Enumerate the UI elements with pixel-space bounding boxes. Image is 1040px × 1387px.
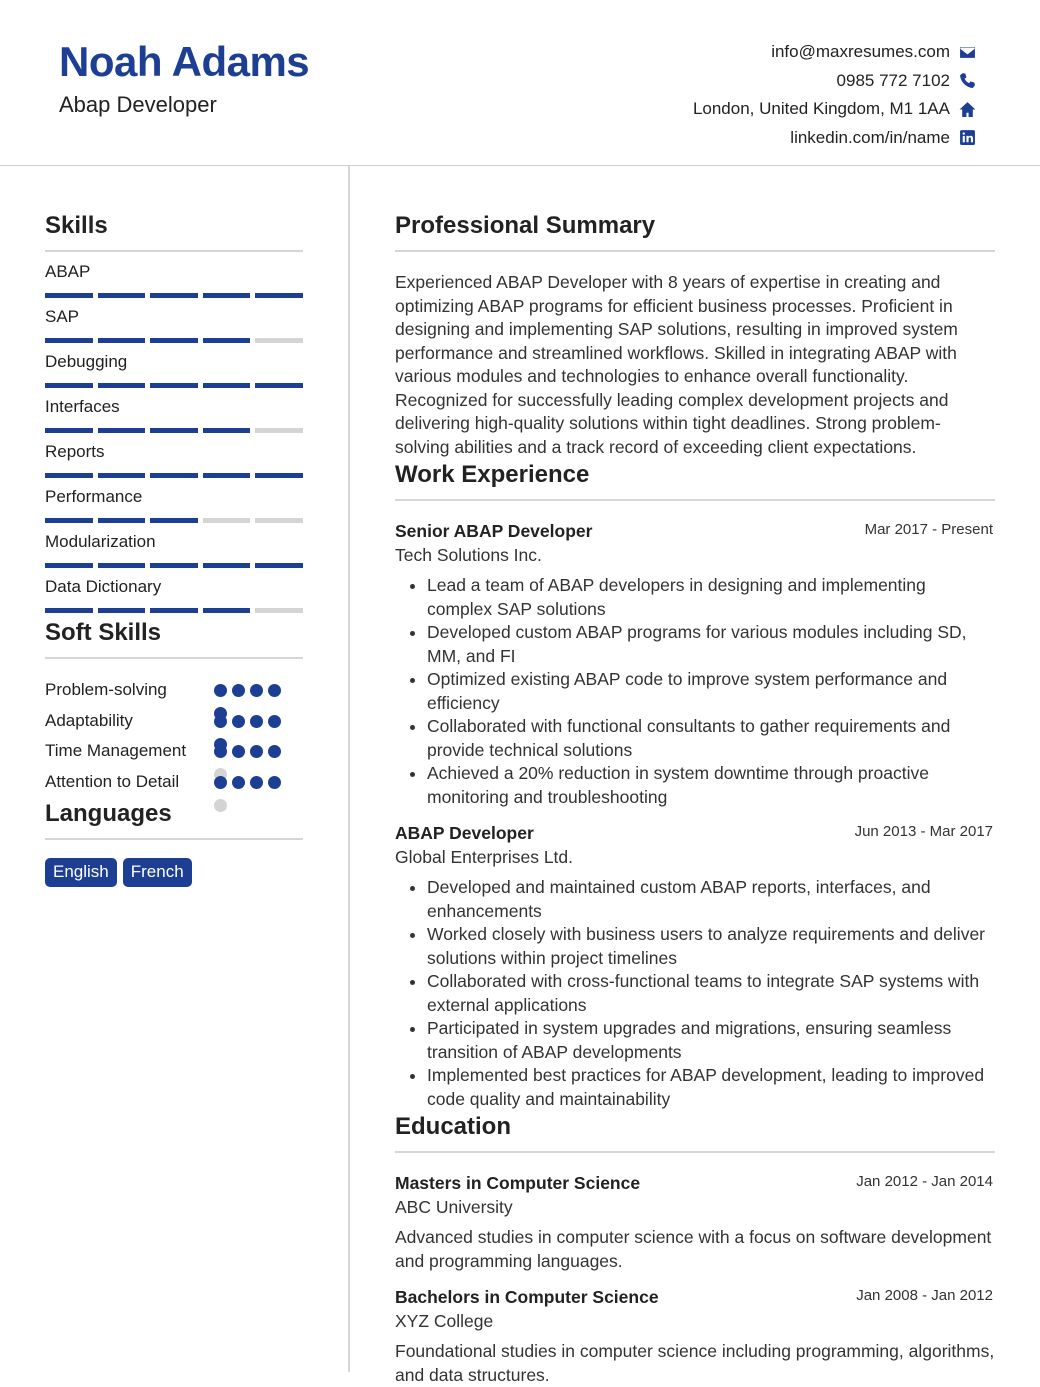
skill-level-segment bbox=[203, 563, 251, 568]
skill-level-segment bbox=[45, 563, 93, 568]
skill-level-segment bbox=[45, 383, 93, 388]
languages-list bbox=[45, 858, 303, 887]
soft-skill-item bbox=[45, 770, 303, 794]
summary-text: Experienced ABAP Developer with 8 years of expertise in creating and optimizing ABAP programs for efficient business processes. Proficient in designing and implementing SAP solutions, resulting in improved system performance and streamlined workflows. Skilled in integrating ABAP with various modules and technologies to enhance overall functionality. Recognized for successfully leading complex development projects and delivering high-quality solutions within tight deadlines. Strong problem-solving abilities and a track record of exceeding client expectations. bbox=[395, 272, 958, 457]
rating-dot bbox=[214, 745, 227, 758]
skill-level-segment bbox=[255, 428, 303, 433]
skill-level-segment bbox=[255, 383, 303, 388]
languages-heading: Languages bbox=[45, 800, 303, 840]
list-item: • Optimized existing ABAP code to improve system performance and efficiency bbox=[427, 668, 995, 715]
home-icon bbox=[958, 100, 976, 118]
job-title: ABAP Developer bbox=[395, 823, 534, 843]
skill-label: Debugging bbox=[45, 352, 128, 371]
rating-dot bbox=[250, 715, 263, 728]
list-item: • Worked closely with business users to analyze requirements and deliver solutions within project timelines bbox=[427, 923, 995, 970]
contact-linkedin[interactable] bbox=[693, 124, 976, 153]
skill-level-segment bbox=[150, 518, 198, 523]
skill-label: Interfaces bbox=[45, 397, 120, 416]
skill-level-bar bbox=[45, 563, 303, 568]
rating-dot bbox=[232, 715, 245, 728]
education-header bbox=[395, 1287, 995, 1308]
skill-level-segment bbox=[98, 338, 146, 343]
education-dates: Jan 2012 - Jan 2014 bbox=[856, 1173, 993, 1190]
candidate-name: Noah Adams bbox=[59, 38, 310, 85]
soft-skill-rating bbox=[214, 684, 281, 697]
job-dates: Jun 2013 - Mar 2017 bbox=[854, 823, 993, 840]
skill-item bbox=[45, 487, 303, 523]
rating-dot bbox=[232, 776, 245, 789]
degree-title: Bachelors in Computer Science bbox=[395, 1287, 659, 1307]
skill-level-segment bbox=[203, 338, 251, 343]
skill-item bbox=[45, 352, 303, 388]
list-item: • Collaborated with functional consultants to gather requirements and provide technical solutions bbox=[427, 715, 995, 762]
skill-item bbox=[45, 262, 303, 298]
skill-level-segment bbox=[203, 383, 251, 388]
soft-skills-heading: Soft Skills bbox=[45, 619, 303, 659]
soft-skill-label: Problem-solving bbox=[45, 680, 167, 699]
email-text: info@maxresumes.com bbox=[771, 42, 950, 62]
skill-label: ABAP bbox=[45, 262, 91, 281]
job-header bbox=[395, 823, 995, 844]
skill-level-segment bbox=[98, 518, 146, 523]
skill-level-segment bbox=[45, 608, 93, 613]
phone-icon bbox=[958, 72, 976, 90]
envelope-icon bbox=[958, 43, 976, 61]
rating-dot bbox=[250, 745, 263, 758]
summary-heading: Professional Summary bbox=[395, 212, 995, 252]
skill-level-segment bbox=[98, 608, 146, 613]
skill-level-segment bbox=[150, 293, 198, 298]
skill-label: Reports bbox=[45, 442, 105, 461]
location-text: London, United Kingdom, M1 1AA bbox=[692, 99, 950, 119]
school-name: ABC University bbox=[395, 1197, 513, 1217]
linkedin-text: linkedin.com/in/name bbox=[790, 127, 950, 147]
skill-level-segment bbox=[98, 428, 146, 433]
skill-level-segment bbox=[203, 428, 251, 433]
job-company: Tech Solutions Inc. bbox=[395, 545, 542, 565]
skill-level-segment bbox=[45, 473, 93, 478]
skill-level-segment bbox=[45, 293, 93, 298]
list-item: • Collaborated with cross-functional teams to integrate SAP systems with external applications bbox=[427, 970, 995, 1017]
skill-level-segment bbox=[98, 383, 146, 388]
skill-level-segment bbox=[255, 563, 303, 568]
phone-text: 0985 772 7102 bbox=[836, 70, 950, 90]
job-company: Global Enterprises Ltd. bbox=[395, 847, 574, 867]
rating-dot bbox=[232, 745, 245, 758]
skill-level-segment bbox=[203, 518, 251, 523]
skill-level-bar bbox=[45, 473, 303, 478]
skill-level-segment bbox=[150, 563, 198, 568]
soft-skill-item bbox=[45, 739, 303, 763]
skill-label: Performance bbox=[45, 487, 143, 506]
resume-header bbox=[0, 0, 1040, 166]
soft-skill-label: Attention to Detail bbox=[45, 771, 180, 791]
contact-phone[interactable] bbox=[693, 67, 976, 96]
skill-label: Data Dictionary bbox=[45, 577, 162, 596]
skill-level-segment bbox=[255, 293, 303, 298]
skill-level-segment bbox=[150, 338, 198, 343]
skill-level-bar bbox=[45, 608, 303, 613]
skill-level-segment bbox=[203, 473, 251, 478]
rating-dot bbox=[268, 684, 281, 697]
skill-level-segment bbox=[255, 608, 303, 613]
rating-dot bbox=[250, 684, 263, 697]
job-bullets bbox=[395, 574, 995, 809]
rating-dot bbox=[214, 715, 227, 728]
list-item: • Lead a team of ABAP developers in designing and implementing complex SAP solutions bbox=[427, 574, 995, 621]
rating-dot bbox=[250, 776, 263, 789]
degree-title: Masters in Computer Science bbox=[395, 1173, 641, 1193]
skill-level-segment bbox=[98, 293, 146, 298]
linkedin-icon bbox=[958, 129, 976, 147]
education-description: Advanced studies in computer science with a focus on software development and programming languages. bbox=[395, 1227, 992, 1271]
rating-dot bbox=[268, 745, 281, 758]
list-item: • Achieved a 20% reduction in system downtime through proactive monitoring and troubleshooting bbox=[427, 762, 995, 809]
skill-level-bar bbox=[45, 338, 303, 343]
rating-dot bbox=[214, 799, 227, 812]
skill-level-segment bbox=[150, 473, 198, 478]
skill-label: SAP bbox=[45, 307, 80, 326]
soft-skill-label: Time Management bbox=[45, 741, 187, 760]
sidebar bbox=[45, 166, 303, 887]
contact-location bbox=[693, 95, 976, 124]
skill-level-segment bbox=[98, 473, 146, 478]
skill-level-segment bbox=[45, 518, 93, 523]
skill-item bbox=[45, 307, 303, 343]
list-item: • Developed custom ABAP programs for various modules including SD, MM, and FI bbox=[427, 621, 995, 668]
skill-level-bar bbox=[45, 518, 303, 523]
skill-item bbox=[45, 397, 303, 433]
skill-level-segment bbox=[45, 428, 93, 433]
job-title: Senior ABAP Developer bbox=[395, 521, 593, 541]
skill-level-segment bbox=[45, 338, 93, 343]
education-dates: Jan 2008 - Jan 2012 bbox=[856, 1287, 993, 1304]
skill-level-bar bbox=[45, 428, 303, 433]
education-heading: Education bbox=[395, 1113, 995, 1153]
rating-dot bbox=[214, 776, 227, 789]
skill-level-segment bbox=[203, 293, 251, 298]
skill-level-bar bbox=[45, 293, 303, 298]
school-name: XYZ College bbox=[395, 1311, 494, 1331]
rating-dot bbox=[268, 776, 281, 789]
list-item: • Implemented best practices for ABAP development, leading to improved code quality and maintainability bbox=[427, 1064, 995, 1111]
soft-skill-item bbox=[45, 678, 303, 702]
job-entry bbox=[395, 521, 995, 809]
soft-skill-rating bbox=[214, 776, 281, 789]
soft-skill-rating bbox=[214, 715, 281, 728]
soft-skill-item bbox=[45, 709, 303, 733]
skill-item bbox=[45, 577, 303, 613]
skill-level-segment bbox=[255, 473, 303, 478]
skill-item bbox=[45, 442, 303, 478]
skill-level-segment bbox=[150, 608, 198, 613]
column-divider bbox=[348, 166, 350, 1372]
job-dates: Mar 2017 - Present bbox=[864, 521, 993, 538]
skills-list bbox=[45, 262, 303, 613]
job-header bbox=[395, 521, 995, 542]
skill-level-segment bbox=[150, 383, 198, 388]
job-bullets bbox=[395, 876, 995, 1111]
list-item: • Participated in system upgrades and migrations, ensuring seamless transition of ABAP developments bbox=[427, 1017, 995, 1064]
education-entry bbox=[395, 1173, 995, 1273]
language-badge: English bbox=[45, 858, 117, 887]
education-entry bbox=[395, 1287, 995, 1387]
work-heading: Work Experience bbox=[395, 461, 995, 501]
soft-skill-label: Adaptability bbox=[45, 710, 133, 730]
rating-dot bbox=[268, 715, 281, 728]
skill-level-segment bbox=[98, 563, 146, 568]
main-column bbox=[395, 166, 995, 1387]
skill-label: Modularization bbox=[45, 532, 156, 551]
skill-level-segment bbox=[150, 428, 198, 433]
education-description: Foundational studies in computer science including programming, algorithms, and data structures. bbox=[395, 1341, 995, 1385]
list-item: • Developed and maintained custom ABAP reports, interfaces, and enhancements bbox=[427, 876, 995, 923]
soft-skills-list bbox=[45, 678, 303, 793]
soft-skill-rating bbox=[214, 745, 281, 758]
job-entry bbox=[395, 823, 995, 1111]
candidate-role: Abap Developer bbox=[59, 92, 217, 117]
skill-level-bar bbox=[45, 383, 303, 388]
language-badge: French bbox=[123, 858, 192, 887]
skill-item bbox=[45, 532, 303, 568]
contact-block bbox=[693, 38, 976, 152]
contact-email[interactable] bbox=[693, 38, 976, 67]
rating-dot bbox=[232, 684, 245, 697]
skill-level-segment bbox=[255, 518, 303, 523]
skills-heading: Skills bbox=[45, 212, 303, 252]
education-header bbox=[395, 1173, 995, 1194]
rating-dot bbox=[214, 684, 227, 697]
skill-level-segment bbox=[255, 338, 303, 343]
skill-level-segment bbox=[203, 608, 251, 613]
